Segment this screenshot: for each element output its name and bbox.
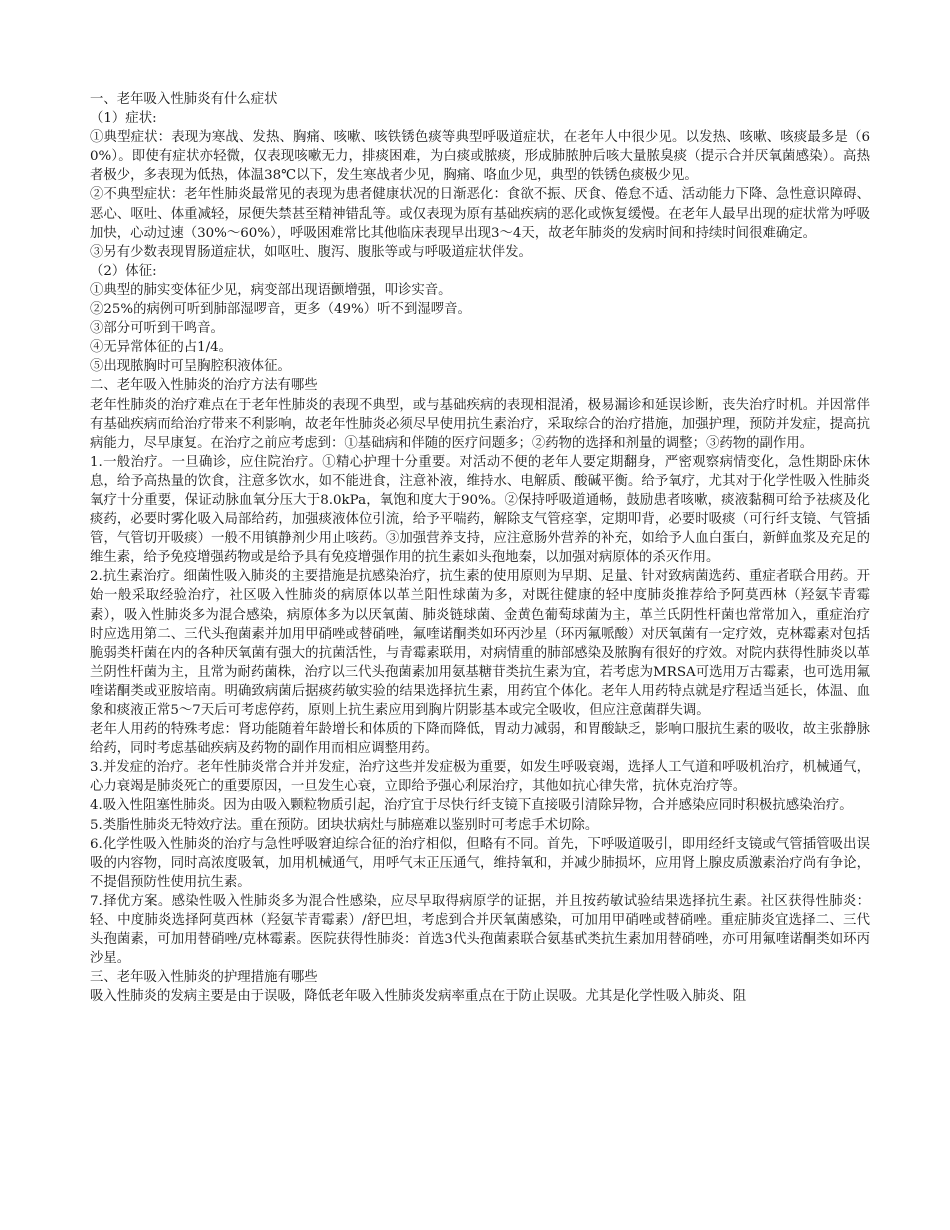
subheading-signs: （2）体征:: [90, 263, 157, 279]
list-item: ④无异常体征的占1/4。: [90, 340, 233, 356]
paragraph: 1.一般治疗。一旦确诊，应住院治疗。①精心护理十分重要。对活动不便的老年人要定期翻身，严密观察病情变化，急性期卧床休息，给予高热量的饮食，注意多饮水，如不能进食，注意补液，维持水、电解质、酸碱平衡。给予氧疗，尤其对于化学性吸入性肺炎氧疗十分重要，保证动脉血氧分压大于8.0kPa，氧饱和度大于90%。②保持呼吸道通畅，鼓励患者咳嗽，痰液黏稠可给予祛痰及化痰药，必要时雾化吸入局部给药，加强痰液体位引流，给予平喘药，解除支气管痉挛，定期叩背，必要时吸痰（可行纤支镜、气管插管，气管切开吸痰）一般不用镇静剂少用止咳药。③加强营养支持，应注意肠外营养的补充，如给予人血白蛋白，新鲜血浆及充足的维生素，给予免疫增强药物或是给予具有免疫增强作用的抗生素如头孢地秦，以加强对病原体的杀灭作用。: [90, 454, 870, 566]
paragraph: 老年性肺炎的治疗难点在于老年性肺炎的表现不典型，或与基础疾病的表现相混淆，极易漏诊和延误诊断，丧失治疗时机。并因常伴有基础疾病而给治疗带来不利影响，故老年性肺炎必须尽早使用抗生素治疗，采取综合的治疗措施，加强护理，预防并发症，提高抗病能力，尽早康复。在治疗之前应考虑到：①基础病和伴随的医疗问题多；②药物的选择和剂量的调整；③药物的副作用。: [90, 397, 870, 451]
paragraph: 3.并发症的治疗。老年性肺炎常合并并发症，治疗这些并发症极为重要，如发生呼吸衰竭，选择人工气道和呼吸机治疗，机械通气，心力衰竭是肺炎死亡的重要原因，一旦发生心衰，立即给予强心利尿治疗，其他如抗心律失常，抗休克治疗等。: [90, 760, 870, 795]
paragraph: 5.类脂性肺炎无特效疗法。重在预防。团块状病灶与肺癌难以鉴别时可考虑手术切除。: [90, 817, 599, 833]
paragraph: 7.择优方案。感染性吸入性肺炎多为混合性感染，应尽早取得病原学的证据，并且按药敏试验结果选择抗生素。社区获得性肺炎：轻、中度肺炎选择阿莫西林（羟氨苄青霉素）/舒巴坦，考虑到合并厌氧菌感染，可加用甲硝唑或替硝唑。重症肺炎宜选择二、三代头孢菌素，可加用替硝唑/克林霉素。医院获得性肺炎：首选3代头孢菌素联合氨基甙类抗生素加用替硝唑，亦可用氟喹诺酮类如环丙沙星。: [90, 893, 870, 967]
list-item: ⑤出现脓胸时可呈胸腔积液体征。: [90, 359, 291, 375]
paragraph: ③另有少数表现胃肠道症状，如呕吐、腹泻、腹胀等或与呼吸道症状伴发。: [90, 244, 532, 260]
list-item: ③部分可听到干鸣音。: [90, 321, 224, 337]
paragraph: 老年人用药的特殊考虑：肾功能随着年龄增长和体质的下降而降低，胃动力减弱，和胃酸缺乏，影响口服抗生素的吸收，故主张静脉给药，同时考虑基础疾病及药物的副作用而相应调整用药。: [90, 722, 870, 757]
document-body: [90, 90, 870, 1007]
section-heading-symptoms: 一、老年吸入性肺炎有什么症状: [90, 92, 278, 107]
list-item: ①典型的肺实变体征少见，病变部出现语颤增强，叩诊实音。: [90, 282, 452, 298]
subheading-symptoms: （1）症状:: [90, 111, 157, 127]
paragraph: 6.化学性吸入性肺炎的治疗与急性呼吸窘迫综合征的治疗相似，但略有不同。首先，下呼吸道吸引，即用经纤支镜或气管插管吸出误吸的内容物，同时高浓度吸氧，加用机械通气，用呼气末正压通气，维持氧和，并减少肺损坏，应用肾上腺皮质激素治疗尚有争论，不提倡预防性使用抗生素。: [90, 836, 870, 890]
paragraph: ①典型症状：表现为寒战、发热、胸痛、咳嗽、咳铁锈色痰等典型呼吸道症状，在老年人中很少见。以发热、咳嗽、咳痰最多是（60%）。即使有症状亦轻微，仅表现咳嗽无力，排痰困难，为白痰或脓痰，形成肺脓肿后咳大量脓臭痰（提示合并厌氧菌感染）。高热者极少，多表现为低热，体温38℃以下，发生寒战者少见，胸痛、咯血少见，典型的铁锈色痰极少见。: [90, 130, 870, 184]
list-item: ②25%的病例可听到肺部湿啰音，更多（49%）听不到湿啰音。: [90, 302, 471, 318]
section-heading-treatment: 二、老年吸入性肺炎的治疗方法有哪些: [90, 378, 318, 394]
paragraph: 4.吸入性阻塞性肺炎。因为由吸入颗粒物质引起，治疗宜于尽快行纤支镜下直接吸引清除异物，合并感染应同时积极抗感染治疗。: [90, 798, 853, 814]
paragraph: 吸入性肺炎的发病主要是由于误吸，降低老年吸入性肺炎发病率重点在于防止误吸。尤其是化学性吸入肺炎、阻: [90, 989, 747, 1005]
paragraph: 2.抗生素治疗。细菌性吸入肺炎的主要措施是抗感染治疗，抗生素的使用原则为早期、足量、针对致病菌选药、重症者联合用药。开始一般采取经验治疗，社区吸入性肺炎的病原体以革兰阳性球菌为多，对既往健康的轻中度肺炎推荐给予阿莫西林（羟氨苄青霉素），吸入性肺炎多为混合感染，病原体多为以厌氧菌、肺炎链球菌、金黄色葡萄球菌为主，革兰氏阴性杆菌也常常加入，重症治疗时应选用第二、三代头孢菌素并加用甲硝唑或替硝唑，氟喹诺酮类如环丙沙星（环丙氟哌酸）对厌氧菌有一定疗效，克林霉素对包括脆弱类杆菌在内的各种厌氧菌有强大的抗菌活性，与青霉素联用，对病情重的肺部感染及脓胸有很好的疗效。对院内获得性肺炎以革兰阴性杆菌为主，且常为耐药菌株，治疗以三代头孢菌素加用氨基糖苷类抗生素为宜，若考虑为MRSA可选用万古霉素，也可选用氟喹诺酮类或亚胺培南。明确致病菌后据痰药敏实验的结果选择抗生素，用药宜个体化。老年人用药特点就是疗程适当延长，体温、血象和痰液正常5～7天后可考虑停药，原则上抗生素应用到胸片阴影基本或完全吸收，但应注意菌群失调。: [90, 569, 870, 718]
section-heading-nursing: 三、老年吸入性肺炎的护理措施有哪些: [90, 970, 318, 986]
paragraph: ②不典型症状：老年性肺炎最常见的表现为患者健康状况的日渐恶化：食欲不振、厌食、倦怠不适、活动能力下降、急性意识障碍、恶心、呕吐、体重减轻，尿便失禁甚至精神错乱等。或仅表现为原有基础疾病的恶化或恢复缓慢。在老年人最早出现的症状常为呼吸加快，心动过速（30%～60%），呼吸困难常比其他临床表现早出现3～4天，故老年肺炎的发病时间和持续时间很难确定。: [90, 187, 870, 241]
